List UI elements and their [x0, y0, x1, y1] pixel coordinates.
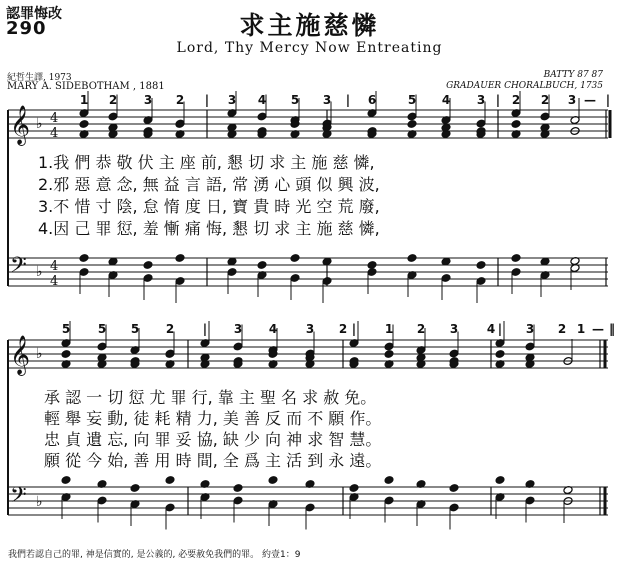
note-head — [233, 484, 243, 493]
note-number: 1 — [576, 322, 586, 336]
tune-name: BATTY 87 87 — [543, 70, 603, 80]
note-head — [449, 484, 459, 493]
bass-clef: 𝄢 — [10, 483, 27, 513]
note-head — [407, 120, 417, 129]
note-number: 6 — [367, 93, 377, 107]
note-head — [511, 254, 521, 263]
bar-separator: | — [605, 93, 611, 107]
note-number: 3 — [233, 322, 243, 336]
time-sig-top: 4 — [50, 111, 59, 126]
bar-separator: | — [497, 322, 503, 336]
treble-clef: 𝄞 — [10, 105, 31, 145]
flat-sign: ♭ — [36, 264, 43, 280]
lyrics-line1-verse2: 2.邪 惡 意 念, 無 益 言 語, 常 湧 心 頭 似 興 波, — [38, 175, 380, 194]
note-head — [476, 261, 486, 270]
note-number: 2 — [557, 322, 567, 336]
note-head — [511, 120, 521, 129]
note-number: 2 — [338, 322, 348, 336]
note-number: 5 — [407, 93, 417, 107]
composer-credit: GRADAUER CHORALBUCH, 1735 — [446, 81, 603, 91]
note-number: — — [584, 93, 596, 107]
treble-clef: 𝄞 — [10, 335, 31, 375]
numbered-notation-line-2 — [0, 322, 619, 338]
note-head — [257, 261, 267, 270]
note-number: 5 — [61, 322, 71, 336]
note-number: 4 — [268, 322, 278, 336]
note-number: 1 — [384, 322, 394, 336]
note-head — [367, 261, 377, 270]
time-sig-bottom: 4 — [50, 274, 59, 289]
note-number: 3 — [305, 322, 315, 336]
note-head — [290, 254, 300, 263]
note-number: 1 — [79, 93, 89, 107]
lyrics-line1-verse1: 1.我 們 恭 敬 伏 主 座 前, 懇 切 求 主 施 慈 憐, — [38, 153, 375, 172]
note-number: 2 — [416, 322, 426, 336]
note-head — [61, 350, 71, 359]
time-sig-bottom: 4 — [50, 126, 59, 141]
author-credit: MARY A. SIDEBOTHAM , 1881 — [7, 81, 165, 92]
section-title: 認罪悔改 — [6, 6, 62, 22]
note-number: — — [592, 322, 604, 336]
bar-separator: | — [495, 93, 501, 107]
scripture-footer: 我們若認自己的罪, 神是信實的, 是公義的, 必要赦免我們的罪。 約壹1：9 — [8, 550, 301, 560]
hymn-number: 290 — [6, 18, 47, 39]
lyrics-line2-verse2: 輕 舉 妄 動, 徒 耗 精 力, 美 善 反 而 不 願 作。 — [44, 409, 382, 428]
note-number: 2 — [108, 93, 118, 107]
bar-separator: | — [204, 93, 210, 107]
note-number: 3 — [525, 322, 535, 336]
note-head — [143, 261, 153, 270]
note-number: 2 — [165, 322, 175, 336]
lyrics-line2-verse1: 承 認 一 切 愆 尤 罪 行, 靠 主 聖 名 求 赦 免。 — [44, 388, 377, 407]
bar-separator: | — [202, 322, 208, 336]
note-head — [268, 476, 278, 485]
lyrics-line1-verse4: 4.因 己 罪 愆, 羞 慚 痛 悔, 懇 切 求 主 施 慈 憐, — [38, 219, 380, 238]
note-head — [407, 254, 417, 263]
note-number: 4 — [441, 93, 451, 107]
note-number: 2 — [511, 93, 521, 107]
note-head — [175, 254, 185, 263]
note-head — [384, 476, 394, 485]
bar-separator: ‖ — [609, 322, 615, 336]
lyrics-line1-verse3: 3.不 惜 寸 陰, 怠 惰 度 日, 寶 貴 時 光 空 荒 廢, — [38, 197, 380, 216]
note-number: 2 — [175, 93, 185, 107]
note-number: 2 — [540, 93, 550, 107]
note-head — [79, 254, 89, 263]
translator-credit: 紀哲生譯, 1973 — [7, 73, 72, 83]
lyrics-line2-verse4: 願 從 今 始, 善 用 時 間, 全 爲 主 活 到 永 遠。 — [44, 451, 382, 470]
numbered-notation-line-1 — [0, 93, 619, 109]
note-number: 5 — [290, 93, 300, 107]
note-number: 4 — [257, 93, 267, 107]
note-head — [61, 476, 71, 485]
note-head — [495, 350, 505, 359]
note-head — [79, 120, 89, 129]
note-number: 5 — [130, 322, 140, 336]
time-sig-top: 4 — [50, 259, 59, 274]
bass-clef: 𝄢 — [10, 253, 27, 283]
note-head — [130, 484, 140, 493]
flat-sign: ♭ — [36, 494, 43, 510]
note-number: 3 — [449, 322, 459, 336]
note-number: 3 — [143, 93, 153, 107]
bar-separator: | — [345, 93, 351, 107]
note-number: 5 — [97, 322, 107, 336]
note-number: 3 — [322, 93, 332, 107]
hymn-title-english: Lord, Thy Mercy Now Entreating — [176, 40, 443, 56]
note-head — [349, 484, 359, 493]
bar-separator: | — [351, 322, 357, 336]
hymn-title-chinese: 求主施慈憐 — [239, 11, 380, 40]
note-head — [384, 350, 394, 359]
note-head — [495, 476, 505, 485]
note-head — [165, 476, 175, 485]
note-number: 3 — [227, 93, 237, 107]
note-number: 3 — [476, 93, 486, 107]
flat-sign: ♭ — [36, 346, 43, 362]
lyrics-line2-verse3: 忠 貞 遺 忘, 向 罪 妥 協, 缺 少 向 神 求 智 慧。 — [44, 430, 382, 449]
note-number: 3 — [567, 93, 577, 107]
note-number: 4 — [486, 322, 496, 336]
flat-sign: ♭ — [36, 116, 43, 132]
